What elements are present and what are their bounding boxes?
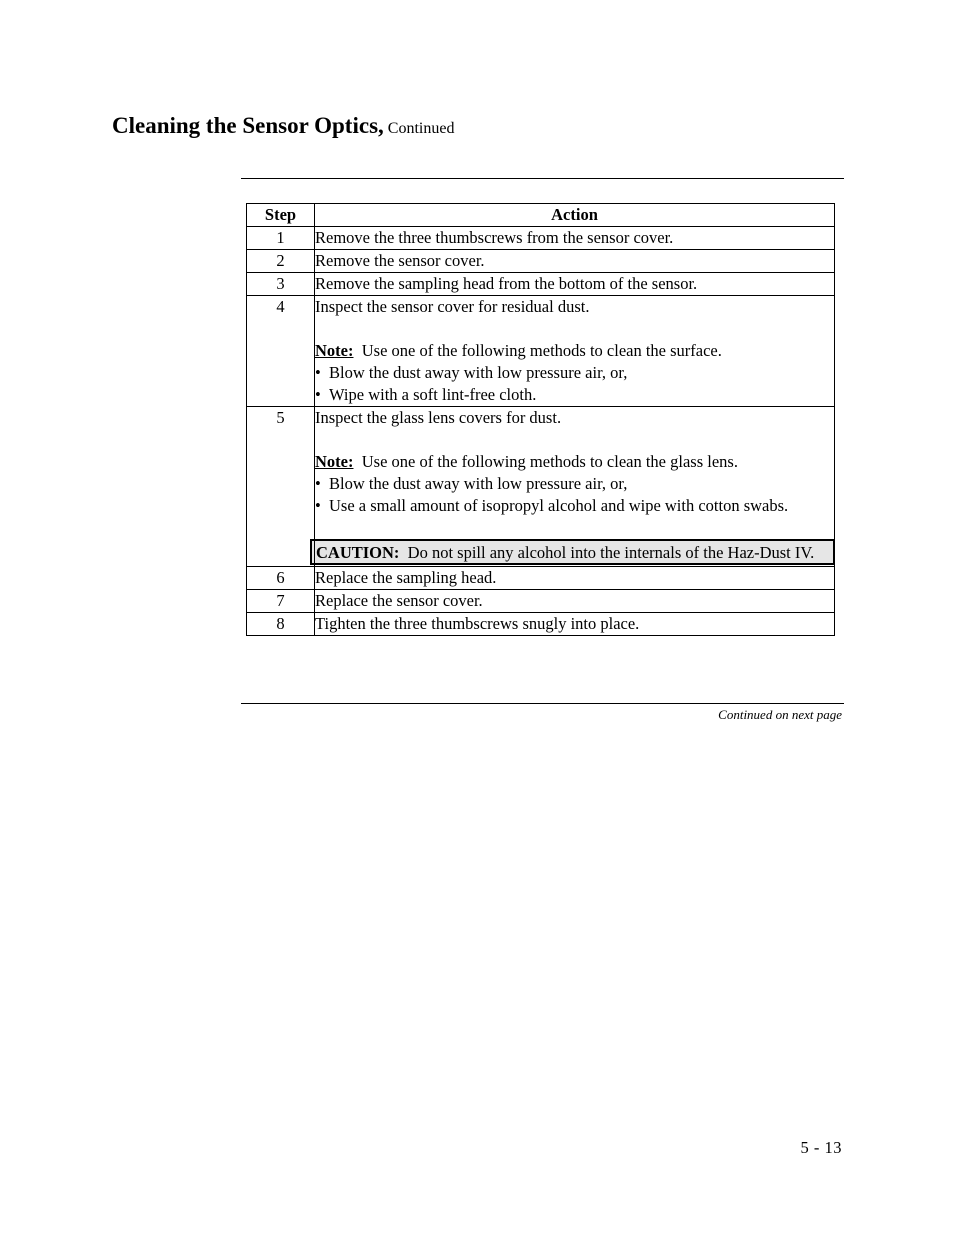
- caution-box: [310, 539, 835, 565]
- step-action: Remove the three thumbscrews from the sensor cover.: [315, 227, 835, 250]
- step-action: Replace the sampling head.: [315, 567, 835, 590]
- table-row: [247, 296, 835, 407]
- continued-label: Continued: [387, 120, 455, 137]
- step-instruction: Inspect the glass lens covers for dust.: [315, 408, 562, 427]
- list-item-text: Use a small amount of isopropyl alcohol and wipe with cotton swabs.: [329, 496, 789, 515]
- step-instruction: Inspect the sensor cover for residual dust.: [315, 297, 590, 316]
- page-heading: [112, 113, 454, 139]
- list-item: [315, 362, 834, 384]
- bullet-icon: •: [315, 363, 321, 382]
- bullet-icon: •: [315, 474, 321, 493]
- bullet-icon: •: [315, 385, 321, 404]
- step-number: 1: [247, 227, 315, 250]
- step-number: 7: [247, 590, 315, 613]
- spacer: [315, 318, 834, 340]
- step-column-header: Step: [247, 204, 315, 227]
- table-row: [247, 567, 835, 590]
- caution-text: Do not spill any alcohol into the internals of the Haz-Dust IV.: [407, 543, 815, 562]
- list-item: [315, 473, 834, 495]
- note: [315, 451, 834, 473]
- page-number: 5 - 13: [800, 1138, 842, 1157]
- step-number: 8: [247, 613, 315, 636]
- step-action: Remove the sensor cover.: [315, 250, 835, 273]
- top-rule: [241, 178, 844, 179]
- caution-label: CAUTION:: [316, 543, 400, 562]
- step-action: [315, 296, 835, 407]
- note-label: Note:: [315, 452, 354, 471]
- step-number: 6: [247, 567, 315, 590]
- table-row: [247, 407, 835, 567]
- note-text: Use one of the following methods to clean the surface.: [361, 341, 722, 360]
- note-text: Use one of the following methods to clean the glass lens.: [361, 452, 738, 471]
- list-item-text: Blow the dust away with low pressure air, or,: [329, 363, 628, 382]
- table-row: [247, 613, 835, 636]
- step-number: 2: [247, 250, 315, 273]
- list-item: [315, 495, 834, 517]
- page-title: Cleaning the Sensor Optics,: [112, 113, 384, 138]
- step-action: Remove the sampling head from the bottom of the sensor.: [315, 273, 835, 296]
- step-number: 3: [247, 273, 315, 296]
- step-action: Tighten the three thumbscrews snugly into place.: [315, 613, 835, 636]
- note: [315, 340, 834, 362]
- spacer: [315, 517, 834, 539]
- table-row: [247, 273, 835, 296]
- bullet-list: [315, 362, 834, 406]
- step-number: 4: [247, 296, 315, 407]
- step-action: [315, 407, 835, 567]
- continued-on-next-page: Continued on next page: [718, 707, 842, 722]
- spacer: [315, 429, 834, 451]
- list-item-text: Blow the dust away with low pressure air, or,: [329, 474, 628, 493]
- step-action: Replace the sensor cover.: [315, 590, 835, 613]
- caution-wrapper: [310, 539, 835, 566]
- table-row: [247, 227, 835, 250]
- bullet-icon: •: [315, 496, 321, 515]
- bottom-rule: [241, 703, 844, 704]
- step-number: 5: [247, 407, 315, 567]
- note-label: Note:: [315, 341, 354, 360]
- bullet-list: [315, 473, 834, 517]
- list-item: [315, 384, 834, 406]
- table-header-row: [247, 204, 835, 227]
- steps-table: [246, 203, 835, 636]
- action-column-header: Action: [315, 204, 835, 227]
- table-row: [247, 250, 835, 273]
- table-row: [247, 590, 835, 613]
- list-item-text: Wipe with a soft lint-free cloth.: [329, 385, 537, 404]
